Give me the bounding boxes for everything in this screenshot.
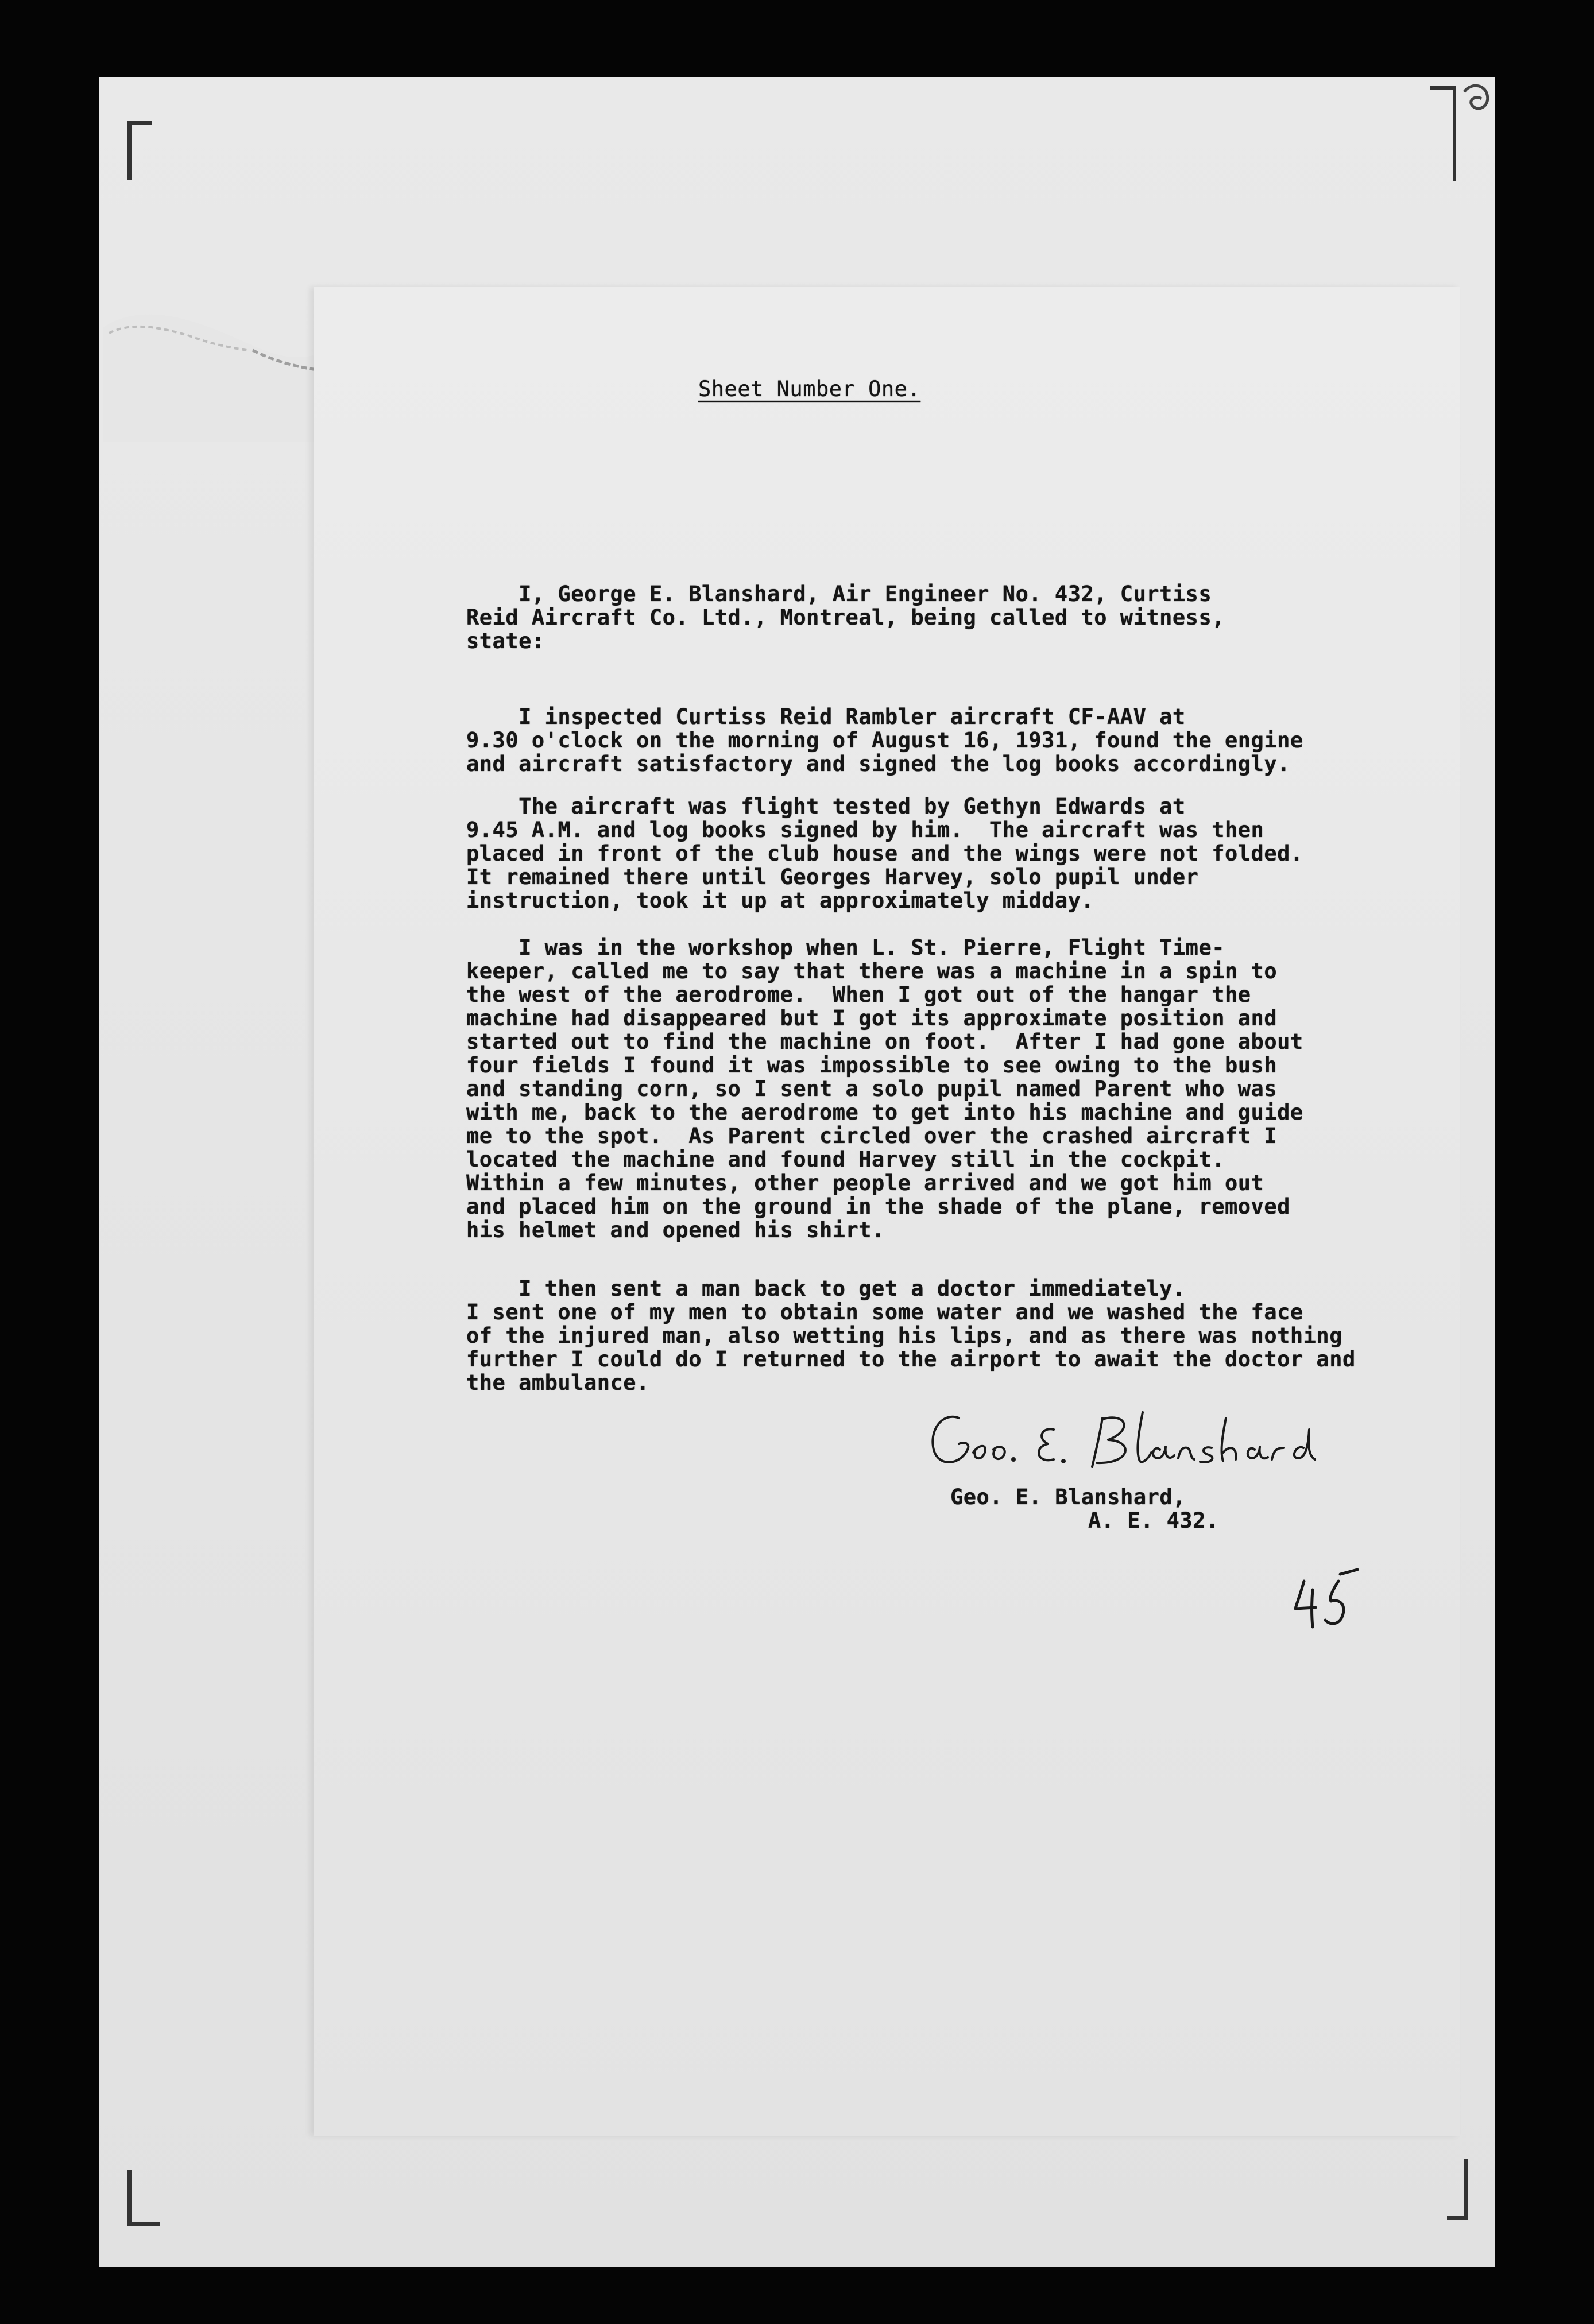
sheet-heading: Sheet Number One. [698,377,921,401]
statement-intro-paragraph: I, George E. Blanshard, Air Engineer No. 432, Curtiss Reid Aircraft Co. Ltd., Montreal, being called to witness, state: [466,582,1225,653]
paper-clip-mark [1458,80,1493,126]
crash-search-paragraph: I was in the workshop when L. St. Pierre, Flight Time- keeper, called me to say that there was a machine in a spin to the west of the aerodrome. When I got out of the hangar the machine had disappeared but I got its approximate position and started out to find the machine on foot. After I had gone about four fields I found it was impossible to see owing to the bush and standing corn, so I sent a solo pupil named Parent who was with me, back to the aerodrome to get into his machine and guide me to the spot. As Parent circled over the crashed aircraft I located the machine and found Harvey still in the cockpit. Within a few minutes, other people arrived and we got him out and placed him on the ground in the shade of the plane, removed his helmet and opened his shirt. [466,935,1303,1242]
inspection-paragraph: I inspected Curtiss Reid Rambler aircraft CF-AAV at 9.30 o'clock on the morning of August 16, 1931, found the engine and aircraft satisfactory and signed the log books accordingly. [466,704,1303,776]
crop-mark-bottom-left [127,2170,160,2226]
handwritten-signature [913,1395,1349,1487]
crop-mark-bottom-right [1447,2159,1468,2220]
flight-test-paragraph: The aircraft was flight tested by Gethyn Edwards at 9.45 A.M. and log books signed by him. The aircraft was then placed in front of the club house and the wings were not folded. It remained there until Georges Harvey, solo pupil under instruction, took it up at approximately midday. [466,794,1303,913]
crop-mark-top-left [127,121,152,180]
handwritten-page-number [1284,1564,1370,1633]
crop-mark-top-right [1430,86,1456,181]
typed-signature-name: Geo. E. Blanshard, [950,1485,1186,1509]
typed-signature-title: A. E. 432. [1088,1508,1219,1533]
aftermath-paragraph: I then sent a man back to get a doctor immediately. I sent one of my men to obtain some water and we washed the face of the injured man, also wetting his lips, and as there was nothing further I could do I returned to the airport to await the doctor and the ambulance. [466,1276,1356,1395]
